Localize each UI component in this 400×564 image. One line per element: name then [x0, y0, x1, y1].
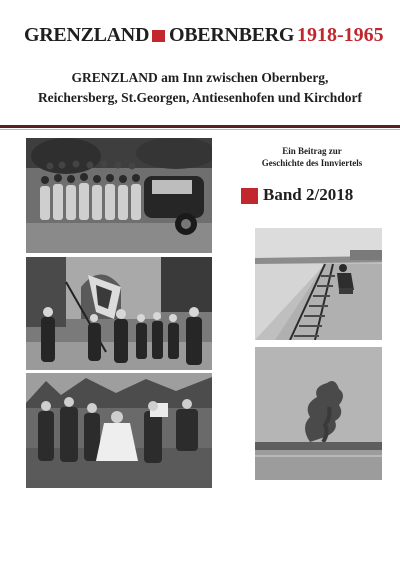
- photo-smoke-over-river: [255, 347, 382, 480]
- title-obernberg: OBERNBERG: [169, 24, 295, 46]
- title-years: 1918-1965: [297, 24, 384, 46]
- photo-procession-with-flag: [26, 257, 212, 370]
- divider-rule: [0, 125, 400, 128]
- series-note-line1: Ein Beitrag zur: [282, 146, 342, 156]
- photo-group-with-priest: [26, 373, 212, 488]
- subtitle-line1: GRENZLAND am Inn zwischen Obernberg,: [71, 70, 329, 85]
- subtitle-line2: Reichersberg, St.Georgen, Antiesenhofen und Kirchdorf: [37, 90, 363, 105]
- title-grenzland: GRENZLAND: [24, 24, 150, 46]
- photo-group-with-car: [26, 138, 212, 253]
- title-red-square: [152, 30, 165, 42]
- volume-label: Band 2/2018: [263, 185, 354, 204]
- cover-title: [24, 24, 394, 52]
- volume-red-square: [241, 188, 258, 204]
- photo-man-at-railway-track: [255, 228, 382, 340]
- series-note-line2: Geschichte des Innviertels: [261, 158, 363, 168]
- divider-rule-thin: [0, 129, 400, 130]
